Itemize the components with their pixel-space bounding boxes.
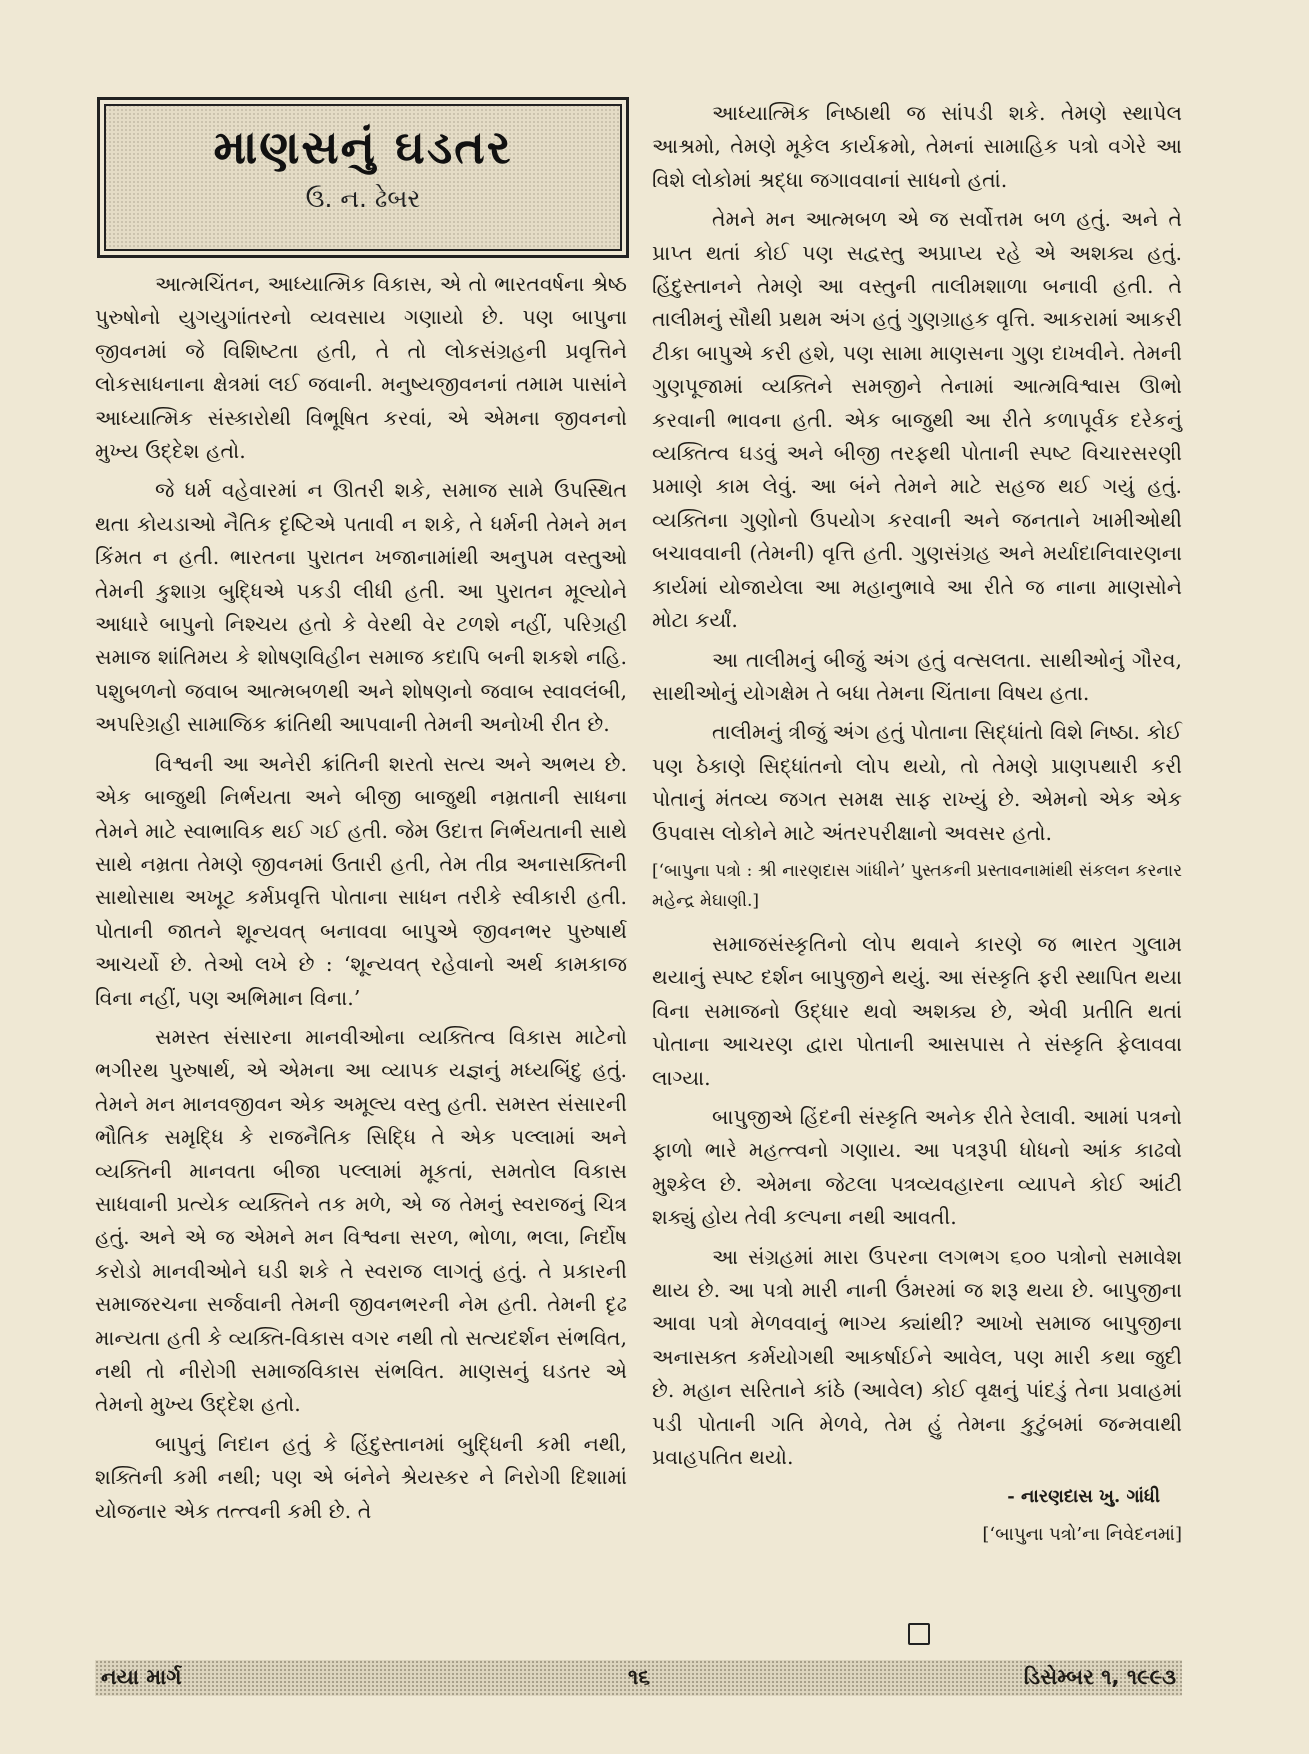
magazine-name: નયા માર્ગ — [101, 1665, 182, 1689]
paragraph: જે ધર્મ વહેવારમાં ન ઊતરી શકે, સમાજ સામે ઉપસ્થિત થતા કોયડાઓ નૈતિક દૃષ્ટિએ પતાવી ન શકે, તે ધર્મની તેમને મન કિંમત ન હતી. ભારતના પુરાતન ખજાનામાંથી અનુપમ વસ્તુઓ તેમની કુશાગ્ર બુદ્ધિએ પકડી લીધી હતી. આ પુરાતન મૂલ્યોને આધારે બાપુનો નિશ્ચય હતો કે વેરથી વેર ટળશે નહીં, પરિગ્રહી સમાજ શાંતિમય કે શોષણવિહીન સમાજ કદાપિ બની શકશે નહિ. પશુબળનો જવાબ આત્મબળથી અને શોષણનો જવાબ સ્વાવલંબી, અપરિગ્રહી સામાજિક ક્રાંતિથી આપવાની તેમની અનોખી રીત છે. — [95, 478, 627, 737]
paragraph: આત્મચિંતન, આધ્યાત્મિક વિકાસ, એ તો ભારતવર્ષના શ્રેષ્ઠ પુરુષોનો યુગયુગાંતરનો વ્યવસાય ગણાયો છે. પણ બાપુના જીવનમાં જે વિશિષ્ટતા હતી, તે તો લોકસંગ્રહની પ્રવૃત્તિને લોકસાધનાના ક્ષેત્રમાં લઈ જવાની. મનુષ્યજીવનનાં તમામ પાસાંને આધ્યાત્મિક સંસ્કારોથી વિભૂષિત કરવાં, એ એમના જીવનનો મુખ્ય ઉદ્દેશ હતો. — [95, 272, 627, 464]
paragraph: આ સંગ્રહમાં મારા ઉપરના લગભગ ૬૦૦ પત્રોનો સમાવેશ થાય છે. આ પત્રો મારી નાની ઉંમરમાં જ શરૂ થયા છે. બાપુજીના આવા પત્રો મેળવવાનું ભાગ્ય ક્યાંથી? આખો સમાજ બાપુજીના અનાસક્ત કર્મયોગથી આકર્ષાઈને આવેલ, પણ મારી કથા જુદી છે. મહાન સરિતાને કાંઠે (આવેલ) કોઈ વૃક્ષનું પાંદડું તેના પ્રવાહમાં પડી પોતાની ગતિ મેળવે, તેમ હું તેમના કુટુંબમાં જન્મવાથી પ્રવાહપતિત થયો. — [652, 1244, 1182, 1470]
paragraph: બાપુનું નિદાન હતું કે હિંદુસ્તાનમાં બુદ્ધિની કમી નથી, શક્તિની કમી નથી; પણ એ બંનેને શ્રેયસ્કર ને નિરોગી દિશામાં યોજનાર એક તત્ત્વની કમી છે. તે — [95, 1431, 627, 1523]
end-mark-icon — [908, 1623, 930, 1645]
paragraph: સમાજસંસ્કૃતિનો લોપ થવાને કારણે જ ભારત ગુલામ થયાનું સ્પષ્ટ દર્શન બાપુજીને થયું. આ સંસ્કૃતિ ફરી સ્થાપિત થયા વિના સમાજનો ઉદ્ધાર થવો અશક્ય છે, એવી પ્રતીતિ થતાં પોતાના આચરણ દ્વારા પોતાની આસપાસ તે સંસ્કૃતિ ફેલાવવા લાગ્યા. — [652, 931, 1182, 1090]
page-number: ૧૬ — [628, 1665, 651, 1689]
paragraph: આધ્યાત્મિક નિષ્ઠાથી જ સાંપડી શકે. તેમણે સ્થાપેલ આશ્રમો, તેમણે મૂકેલ કાર્યક્રમો, તેમનાં સામાહિક પત્રો વગેરે આ વિશે લોકોમાં શ્રદ્ધા જગાવવાનાં સાધનો હતાં. — [652, 101, 1182, 192]
right-column — [652, 97, 1182, 1571]
paragraph: તેમને મન આત્મબળ એ જ સર્વોત્તમ બળ હતું. અને તે પ્રાપ્ત થતાં કોઈ પણ સદ્વસ્તુ અપ્રાપ્ય રહે એ અશક્ય હતું. હિંદુસ્તાનને તેમણે આ વસ્તુની તાલીમશાળા બનાવી હતી. તે તાલીમનું સૌથી પ્રથમ અંગ હતું ગુણગ્રાહક વૃત્તિ. આકરામાં આકરી ટીકા બાપુએ કરી હશે, પણ સામા માણસના ગુણ દાખવીને. તેમની ગુણપૂજામાં વ્યક્તિને સમજીને તેનામાં આત્મવિશ્વાસ ઊભો કરવાની ભાવના હતી. એક બાજુથી આ રીતે કળાપૂર્વક દરેકનું વ્યક્તિત્વ ઘડવું અને બીજી તરફથી પોતાની સ્પષ્ટ વિચારસરણી પ્રમાણે કામ લેવું. આ બંને તેમને માટે સહજ થઈ ગયું હતું. વ્યક્તિના ગુણોનો ઉપયોગ કરવાની અને જનતાને ખામીઓથી બચાવવાની (તેમની) વૃત્તિ હતી. ગુણસંગ્રહ અને મર્યાદાનિવારણના કાર્યમાં યોજાયેલા આ મહાનુભાવે આ રીતે જ નાના માણસોને મોટા કર્યાં. — [652, 207, 1182, 633]
left-column — [95, 268, 627, 1534]
signature: - નારણદાસ ખુ. ગાંધી — [1007, 1486, 1160, 1508]
issue-date: ડિસેમ્બર ૧, ૧૯૯૩ — [1023, 1665, 1176, 1689]
source-note: [‘બાપુના પત્રો : શ્રી નારણદાસ ગાંધીને’ પુસ્તકની પ્રસ્તાવનામાંથી સંકલન કરનાર મહેન્દ્ર મેઘાણી.] — [652, 860, 1182, 911]
source-citation: [‘બાપુના પત્રો’ના નિવેદનમાં] — [982, 1523, 1182, 1545]
paragraph: બાપુજીએ હિંદની સંસ્કૃતિ અનેક રીતે રેલાવી. આમાં પત્રનો ફાળો ભારે મહત્ત્વનો ગણાય. આ પત્રરૂપી ધોધનો આંક કાઢવો મુશ્કેલ છે. એમના જેટલા પત્રવ્યવહારના વ્યાપને કોઈ આંટી શક્યું હોય તેવી કલ્પના નથી આવતી. — [652, 1104, 1182, 1230]
page-footer — [95, 1660, 1182, 1696]
title-box — [97, 97, 629, 258]
article-author: ઉ. ન. ઢેબર — [305, 184, 421, 213]
paragraph: વિશ્વની આ અનેરી ક્રાંતિની શરતો સત્ય અને અભય છે. એક બાજુથી નિર્ભયતા અને બીજી બાજુથી નમ્રતાની સાધના તેમને માટે સ્વાભાવિક થઈ ગઈ હતી. જેમ ઉદાત્ત નિર્ભયતાની સાથે સાથે નમ્રતા તેમણે જીવનમાં ઉતારી હતી, તેમ તીવ્ર અનાસક્તિની સાથોસાથ અખૂટ કર્મપ્રવૃત્તિ પોતાના સાધન તરીકે સ્વીકારી હતી. પોતાની જાતને શૂન્યવત્ બનાવવા બાપુએ જીવનભર પુરુષાર્થ આચર્યો છે. તેઓ લખે છે : ‘શૂન્યવત્ રહેવાનો અર્થ કામકાજ વિના નહીં, પણ અભિમાન વિના.’ — [95, 751, 627, 1010]
paragraph: સમસ્ત સંસારના માનવીઓના વ્યક્તિત્વ વિકાસ માટેનો ભગીરથ પુરુષાર્થ, એ એમના આ વ્યાપક યજ્ઞનું મધ્યબિંદુ હતું. તેમને મન માનવજીવન એક અમૂલ્ય વસ્તુ હતી. સમસ્ત સંસારની ભૌતિક સમૃદ્ધિ કે રાજનૈતિક સિદ્ધિ તે એક પલ્લામાં અને વ્યક્તિની માનવતા બીજા પલ્લામાં મૂકતાં, સમતોલ વિકાસ સાધવાની પ્રત્યેક વ્યક્તિને તક મળે, એ જ તેમનું સ્વરાજનું ચિત્ર હતું. અને એ જ એમને મન વિશ્વના સરળ, ભોળા, ભલા, નિર્દોષ કરોડો માનવીઓને ઘડી શકે તે સ્વરાજ લાગતું હતું. તે પ્રકારની સમાજરચના સર્જવાની તેમની જીવનભરની નેમ હતી. તેમની દૃઢ માન્યતા હતી કે વ્યક્તિ-વિકાસ વગર નથી તો સત્યદર્શન સંભવિત, નથી તો નીરોગી સમાજવિકાસ સંભવિત. માણસનું ઘડતર એ તેમનો મુખ્ય ઉદ્દેશ હતો. — [95, 1024, 627, 1417]
paragraph: આ તાલીમનું બીજું અંગ હતું વત્સલતા. સાથીઓનું ગૌરવ, સાથીઓનું યોગક્ષેમ તે બધા તેમના ચિંતાના વિષય હતા. — [652, 647, 1182, 705]
article-title: માણસનું ઘડતર — [213, 120, 513, 174]
paragraph: તાલીમનું ત્રીજું અંગ હતું પોતાના સિદ્ધાંતો વિશે નિષ્ઠા. કોઈ પણ ઠેકાણે સિદ્ધાંતનો લોપ થયો, તો તેમણે પ્રાણપથારી કરી પોતાનું મંતવ્ય જગત સમક્ષ સાફ રાખ્યું છે. એમનો એક એક ઉપવાસ લોકોને માટે અંતરપરીક્ષાનો અવસર હતો. — [652, 720, 1182, 845]
